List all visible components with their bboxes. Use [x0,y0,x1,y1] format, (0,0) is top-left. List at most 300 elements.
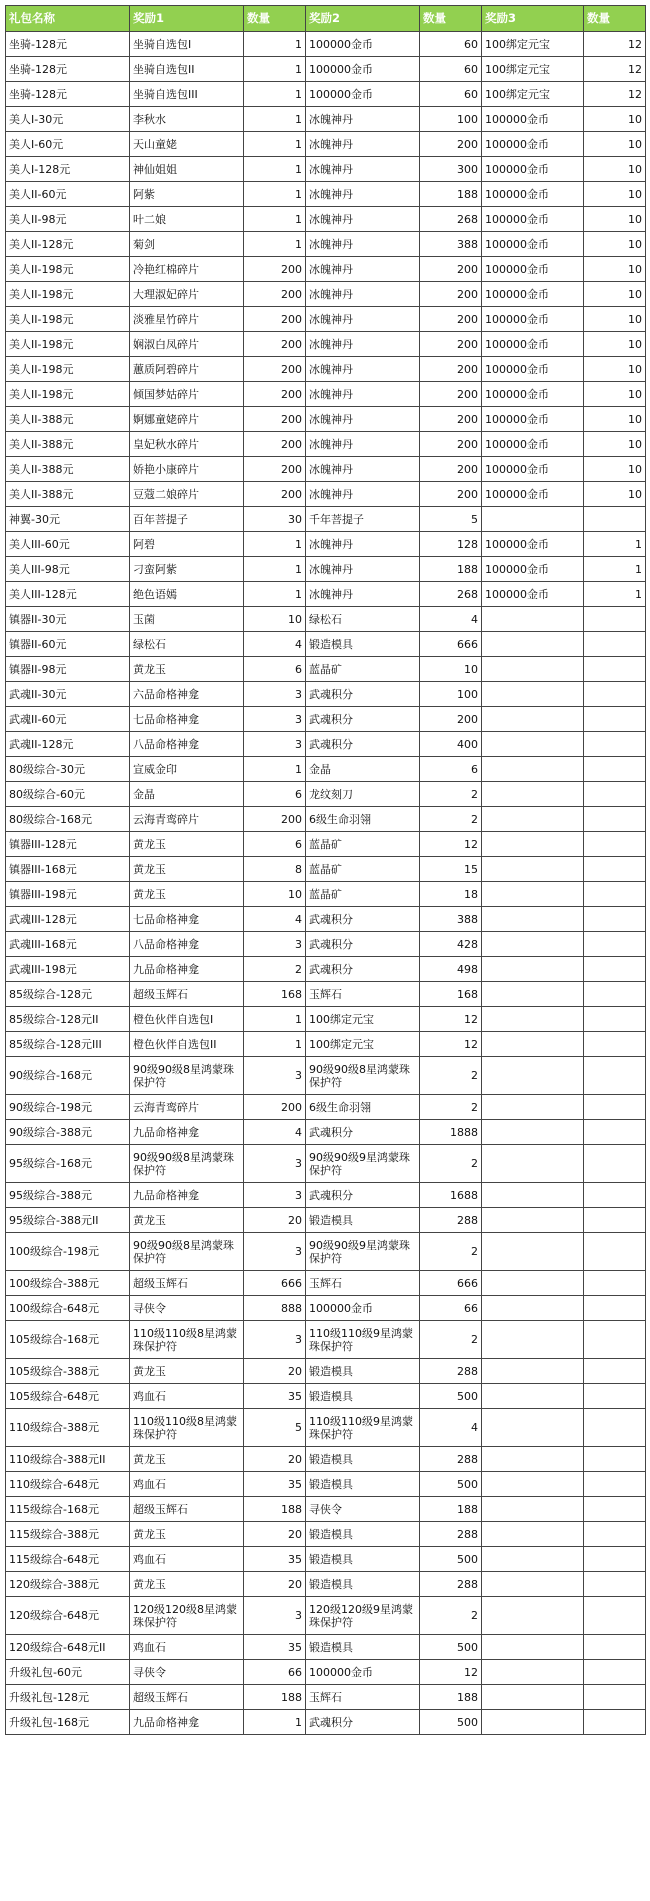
table-row [6,632,646,657]
cell-qty-3: 10 [584,157,646,182]
cell-reward-3 [482,1597,584,1635]
cell-reward-3 [482,1660,584,1685]
cell-reward-1: 天山童姥 [130,132,244,157]
cell-gift-name: 110级综合-388元II [6,1447,130,1472]
cell-gift-name: 85级综合-128元 [6,982,130,1007]
cell-qty-3 [584,1597,646,1635]
cell-qty-3 [584,1145,646,1183]
cell-reward-1: 黄龙玉 [130,1208,244,1233]
cell-qty-2: 15 [420,857,482,882]
cell-reward-1: 九品命格神龛 [130,1710,244,1735]
cell-gift-name: 美人II-388元 [6,432,130,457]
cell-qty-3 [584,1233,646,1271]
table-row [6,1095,646,1120]
cell-qty-3 [584,982,646,1007]
cell-qty-3 [584,1635,646,1660]
cell-qty-2: 168 [420,982,482,1007]
cell-qty-2: 12 [420,832,482,857]
table-row [6,1321,646,1359]
table-row [6,982,646,1007]
cell-qty-2: 200 [420,307,482,332]
cell-qty-2: 500 [420,1472,482,1497]
cell-reward-3 [482,1409,584,1447]
cell-reward-1: 寻侠令 [130,1296,244,1321]
cell-reward-1: 九品命格神龛 [130,1120,244,1145]
cell-gift-name: 美人III-98元 [6,557,130,582]
cell-qty-1: 1 [244,157,306,182]
cell-gift-name: 110级综合-388元 [6,1409,130,1447]
cell-gift-name: 美人II-98元 [6,207,130,232]
cell-reward-1: 寻侠令 [130,1660,244,1685]
cell-qty-1: 200 [244,482,306,507]
cell-qty-2: 2 [420,1597,482,1635]
cell-reward-1: 神仙姐姐 [130,157,244,182]
table-row [6,1120,646,1145]
cell-reward-3 [482,1233,584,1271]
header-qty-2: 数量 [420,6,482,32]
cell-reward-2: 蓝晶矿 [306,657,420,682]
table-row [6,882,646,907]
cell-qty-2: 1888 [420,1120,482,1145]
cell-qty-1: 4 [244,907,306,932]
cell-reward-2: 冰魄神丹 [306,157,420,182]
cell-reward-2: 玉辉石 [306,982,420,1007]
cell-qty-1: 3 [244,1057,306,1095]
cell-qty-1: 2 [244,957,306,982]
cell-reward-2: 武魂积分 [306,682,420,707]
cell-reward-3 [482,1522,584,1547]
cell-reward-2: 100绑定元宝 [306,1032,420,1057]
cell-reward-1: 黄龙玉 [130,657,244,682]
cell-qty-1: 35 [244,1472,306,1497]
cell-gift-name: 85级综合-128元II [6,1007,130,1032]
cell-reward-2: 冰魄神丹 [306,407,420,432]
cell-reward-1: 90级90级8星鸿蒙珠保护符 [130,1145,244,1183]
cell-qty-2: 500 [420,1635,482,1660]
cell-reward-2: 武魂积分 [306,1183,420,1208]
cell-qty-2: 400 [420,732,482,757]
cell-qty-2: 12 [420,1660,482,1685]
cell-gift-name: 100级综合-648元 [6,1296,130,1321]
cell-reward-1: 阿碧 [130,532,244,557]
cell-reward-2: 冰魄神丹 [306,432,420,457]
table-row [6,1685,646,1710]
table-row [6,157,646,182]
cell-reward-3: 100000金币 [482,282,584,307]
cell-reward-2: 蓝晶矿 [306,832,420,857]
cell-reward-3 [482,1208,584,1233]
cell-reward-1: 黄龙玉 [130,857,244,882]
cell-qty-2: 500 [420,1547,482,1572]
cell-reward-3 [482,1183,584,1208]
cell-reward-1: 绝色语嫣 [130,582,244,607]
cell-gift-name: 90级综合-168元 [6,1057,130,1095]
cell-reward-1: 黄龙玉 [130,882,244,907]
cell-reward-2: 110级110级9星鸿蒙珠保护符 [306,1409,420,1447]
cell-qty-2: 200 [420,457,482,482]
cell-reward-3 [482,657,584,682]
cell-qty-3: 10 [584,182,646,207]
cell-qty-2: 288 [420,1447,482,1472]
cell-reward-1: 黄龙玉 [130,832,244,857]
cell-reward-2: 冰魄神丹 [306,232,420,257]
cell-qty-3 [584,1547,646,1572]
cell-gift-name: 110级综合-648元 [6,1472,130,1497]
table-row [6,707,646,732]
cell-reward-1: 鸡血石 [130,1635,244,1660]
cell-qty-2: 5 [420,507,482,532]
cell-qty-2: 200 [420,357,482,382]
cell-qty-3: 12 [584,57,646,82]
cell-reward-1: 李秋水 [130,107,244,132]
cell-reward-2: 武魂积分 [306,1120,420,1145]
cell-reward-1: 鸡血石 [130,1472,244,1497]
cell-qty-1: 200 [244,307,306,332]
cell-gift-name: 坐骑-128元 [6,32,130,57]
cell-reward-3: 100000金币 [482,182,584,207]
cell-qty-2: 2 [420,807,482,832]
cell-reward-3 [482,757,584,782]
cell-gift-name: 美人II-198元 [6,332,130,357]
table-row [6,1472,646,1497]
cell-qty-2: 288 [420,1208,482,1233]
cell-qty-2: 666 [420,632,482,657]
cell-reward-3 [482,857,584,882]
cell-reward-2: 锻造模具 [306,1447,420,1472]
cell-qty-3 [584,1032,646,1057]
table-row [6,1271,646,1296]
cell-qty-2: 388 [420,232,482,257]
cell-reward-1: 淡雅星竹碎片 [130,307,244,332]
cell-gift-name: 美人III-128元 [6,582,130,607]
cell-qty-2: 200 [420,407,482,432]
cell-qty-1: 200 [244,382,306,407]
cell-gift-name: 95级综合-388元 [6,1183,130,1208]
cell-gift-name: 美人II-388元 [6,482,130,507]
cell-gift-name: 美人III-60元 [6,532,130,557]
cell-reward-2: 武魂积分 [306,957,420,982]
cell-qty-1: 8 [244,857,306,882]
cell-qty-1: 1 [244,107,306,132]
cell-reward-2: 120级120级9星鸿蒙珠保护符 [306,1597,420,1635]
table-row [6,1007,646,1032]
table-row [6,907,646,932]
cell-qty-3 [584,1095,646,1120]
table-row [6,857,646,882]
table-row [6,1183,646,1208]
cell-gift-name: 115级综合-388元 [6,1522,130,1547]
cell-gift-name: 坐骑-128元 [6,82,130,107]
cell-qty-1: 888 [244,1296,306,1321]
cell-qty-3 [584,807,646,832]
cell-qty-3 [584,757,646,782]
header-gift-name: 礼包名称 [6,6,130,32]
header-reward-2: 奖励2 [306,6,420,32]
cell-qty-3: 1 [584,557,646,582]
cell-reward-2: 武魂积分 [306,732,420,757]
cell-qty-1: 168 [244,982,306,1007]
cell-reward-1: 120级120级8星鸿蒙珠保护符 [130,1597,244,1635]
cell-qty-3 [584,1522,646,1547]
cell-qty-2: 128 [420,532,482,557]
cell-qty-1: 4 [244,632,306,657]
cell-qty-1: 20 [244,1572,306,1597]
cell-qty-2: 288 [420,1359,482,1384]
cell-reward-2: 蓝晶矿 [306,857,420,882]
cell-reward-2: 玉辉石 [306,1685,420,1710]
cell-reward-2: 冰魄神丹 [306,557,420,582]
cell-qty-2: 500 [420,1710,482,1735]
cell-reward-3: 100000金币 [482,432,584,457]
cell-qty-2: 200 [420,382,482,407]
cell-qty-2: 188 [420,557,482,582]
cell-qty-3 [584,782,646,807]
cell-reward-3 [482,732,584,757]
table-header [6,6,646,32]
cell-reward-1: 超级玉辉石 [130,1271,244,1296]
table-row [6,1384,646,1409]
cell-reward-3: 100000金币 [482,582,584,607]
table-row [6,607,646,632]
cell-qty-3 [584,657,646,682]
cell-qty-2: 200 [420,432,482,457]
cell-reward-2: 冰魄神丹 [306,107,420,132]
cell-reward-3: 100000金币 [482,157,584,182]
cell-qty-1: 1 [244,1710,306,1735]
table-row [6,1032,646,1057]
cell-reward-2: 90级90级9星鸿蒙珠保护符 [306,1233,420,1271]
table-row [6,757,646,782]
cell-gift-name: 美人I-30元 [6,107,130,132]
cell-qty-1: 10 [244,882,306,907]
cell-qty-3 [584,1497,646,1522]
cell-qty-1: 3 [244,1145,306,1183]
table-row [6,1208,646,1233]
cell-qty-3 [584,1660,646,1685]
cell-reward-1: 超级玉辉石 [130,1497,244,1522]
cell-reward-1: 橙色伙伴自选包II [130,1032,244,1057]
table-row [6,82,646,107]
table-row [6,507,646,532]
cell-qty-3 [584,707,646,732]
cell-reward-3 [482,1685,584,1710]
cell-reward-3 [482,1321,584,1359]
cell-reward-2: 锻造模具 [306,632,420,657]
cell-qty-1: 6 [244,832,306,857]
table-row [6,582,646,607]
cell-reward-2: 寻侠令 [306,1497,420,1522]
header-reward-1: 奖励1 [130,6,244,32]
cell-qty-3 [584,957,646,982]
cell-gift-name: 90级综合-388元 [6,1120,130,1145]
cell-gift-name: 镇器II-60元 [6,632,130,657]
cell-qty-3 [584,1007,646,1032]
table-row [6,532,646,557]
cell-reward-2: 冰魄神丹 [306,382,420,407]
cell-reward-3 [482,1095,584,1120]
cell-gift-name: 80级综合-30元 [6,757,130,782]
cell-reward-2: 武魂积分 [306,707,420,732]
cell-reward-2: 100000金币 [306,1296,420,1321]
cell-qty-1: 1 [244,132,306,157]
cell-reward-1: 冷艳红棉碎片 [130,257,244,282]
cell-qty-2: 200 [420,332,482,357]
cell-reward-2: 千年菩提子 [306,507,420,532]
cell-reward-1: 大理淑妃碎片 [130,282,244,307]
cell-qty-3: 1 [584,532,646,557]
cell-qty-3: 10 [584,307,646,332]
table-row [6,257,646,282]
cell-reward-3: 100000金币 [482,407,584,432]
cell-qty-3: 12 [584,82,646,107]
cell-gift-name: 美人II-198元 [6,282,130,307]
cell-reward-3 [482,707,584,732]
cell-qty-3 [584,507,646,532]
cell-reward-2: 冰魄神丹 [306,182,420,207]
cell-reward-3 [482,1447,584,1472]
cell-qty-1: 20 [244,1359,306,1384]
cell-reward-3 [482,1007,584,1032]
cell-reward-3: 100绑定元宝 [482,82,584,107]
cell-qty-3 [584,1183,646,1208]
cell-qty-2: 12 [420,1007,482,1032]
cell-gift-name: 80级综合-168元 [6,807,130,832]
cell-gift-name: 镇器III-168元 [6,857,130,882]
cell-qty-3 [584,1409,646,1447]
cell-qty-2: 60 [420,82,482,107]
cell-gift-name: 美人II-388元 [6,407,130,432]
cell-qty-1: 3 [244,1183,306,1208]
cell-qty-3: 10 [584,107,646,132]
cell-reward-1: 玉菌 [130,607,244,632]
cell-qty-2: 1688 [420,1183,482,1208]
cell-reward-1: 坐骑自选包I [130,32,244,57]
cell-reward-2: 武魂积分 [306,1710,420,1735]
cell-reward-2: 金晶 [306,757,420,782]
cell-qty-3 [584,1447,646,1472]
cell-reward-2: 武魂积分 [306,907,420,932]
cell-qty-1: 1 [244,1032,306,1057]
cell-reward-3: 100000金币 [482,357,584,382]
cell-qty-1: 3 [244,1597,306,1635]
cell-qty-3 [584,682,646,707]
cell-qty-3 [584,882,646,907]
cell-reward-1: 鸡血石 [130,1547,244,1572]
table-row [6,557,646,582]
cell-gift-name: 85级综合-128元III [6,1032,130,1057]
table-row [6,807,646,832]
cell-reward-1: 九品命格神龛 [130,957,244,982]
table-row [6,682,646,707]
cell-qty-2: 498 [420,957,482,982]
cell-qty-3 [584,857,646,882]
table-row [6,1447,646,1472]
cell-reward-1: 豆蔻二娘碎片 [130,482,244,507]
cell-reward-2: 锻造模具 [306,1384,420,1409]
cell-qty-3: 10 [584,482,646,507]
cell-reward-2: 冰魄神丹 [306,482,420,507]
cell-qty-2: 12 [420,1032,482,1057]
cell-qty-3: 1 [584,582,646,607]
table-row [6,782,646,807]
cell-qty-3 [584,1057,646,1095]
cell-gift-name: 美人II-198元 [6,382,130,407]
table-row [6,357,646,382]
table-row [6,382,646,407]
cell-reward-2: 绿松石 [306,607,420,632]
cell-qty-2: 60 [420,57,482,82]
cell-reward-3 [482,1057,584,1095]
cell-reward-3: 100000金币 [482,332,584,357]
cell-qty-3: 12 [584,32,646,57]
cell-qty-2: 288 [420,1522,482,1547]
cell-qty-3 [584,932,646,957]
cell-reward-3: 100000金币 [482,457,584,482]
cell-reward-1: 90级90级8星鸿蒙珠保护符 [130,1057,244,1095]
cell-reward-3 [482,1296,584,1321]
cell-qty-2: 4 [420,607,482,632]
cell-gift-name: 武魂III-168元 [6,932,130,957]
cell-reward-3 [482,1145,584,1183]
cell-reward-1: 六品命格神龛 [130,682,244,707]
cell-reward-2: 冰魄神丹 [306,257,420,282]
table-row [6,1522,646,1547]
cell-reward-3 [482,957,584,982]
cell-gift-name: 95级综合-388元II [6,1208,130,1233]
cell-qty-2: 188 [420,182,482,207]
cell-gift-name: 镇器III-198元 [6,882,130,907]
table-row [6,957,646,982]
cell-reward-3: 100000金币 [482,532,584,557]
cell-reward-2: 锻造模具 [306,1208,420,1233]
cell-gift-name: 95级综合-168元 [6,1145,130,1183]
cell-reward-2: 锻造模具 [306,1359,420,1384]
cell-qty-2: 288 [420,1572,482,1597]
cell-reward-1: 坐骑自选包II [130,57,244,82]
cell-reward-1: 110级110级8星鸿蒙珠保护符 [130,1321,244,1359]
table-row [6,57,646,82]
cell-qty-2: 2 [420,1321,482,1359]
table-row [6,1057,646,1095]
table-row [6,732,646,757]
cell-reward-1: 云海青鸾碎片 [130,807,244,832]
table-row [6,32,646,57]
table-row [6,482,646,507]
cell-qty-3 [584,1271,646,1296]
table-row [6,1296,646,1321]
cell-reward-3 [482,807,584,832]
cell-reward-2: 蓝晶矿 [306,882,420,907]
cell-reward-3: 100000金币 [482,257,584,282]
cell-reward-1: 黄龙玉 [130,1522,244,1547]
cell-reward-1: 刁蛮阿紫 [130,557,244,582]
cell-gift-name: 100级综合-388元 [6,1271,130,1296]
cell-qty-2: 500 [420,1384,482,1409]
cell-qty-1: 4 [244,1120,306,1145]
cell-reward-1: 八品命格神龛 [130,932,244,957]
cell-reward-3 [482,932,584,957]
cell-gift-name: 武魂II-60元 [6,707,130,732]
header-row [6,6,646,32]
cell-qty-2: 388 [420,907,482,932]
table-row [6,182,646,207]
cell-qty-1: 1 [244,82,306,107]
cell-reward-1: 娇艳小康碎片 [130,457,244,482]
cell-qty-2: 4 [420,1409,482,1447]
cell-reward-1: 婀娜童姥碎片 [130,407,244,432]
cell-qty-1: 200 [244,1095,306,1120]
cell-reward-2: 武魂积分 [306,932,420,957]
